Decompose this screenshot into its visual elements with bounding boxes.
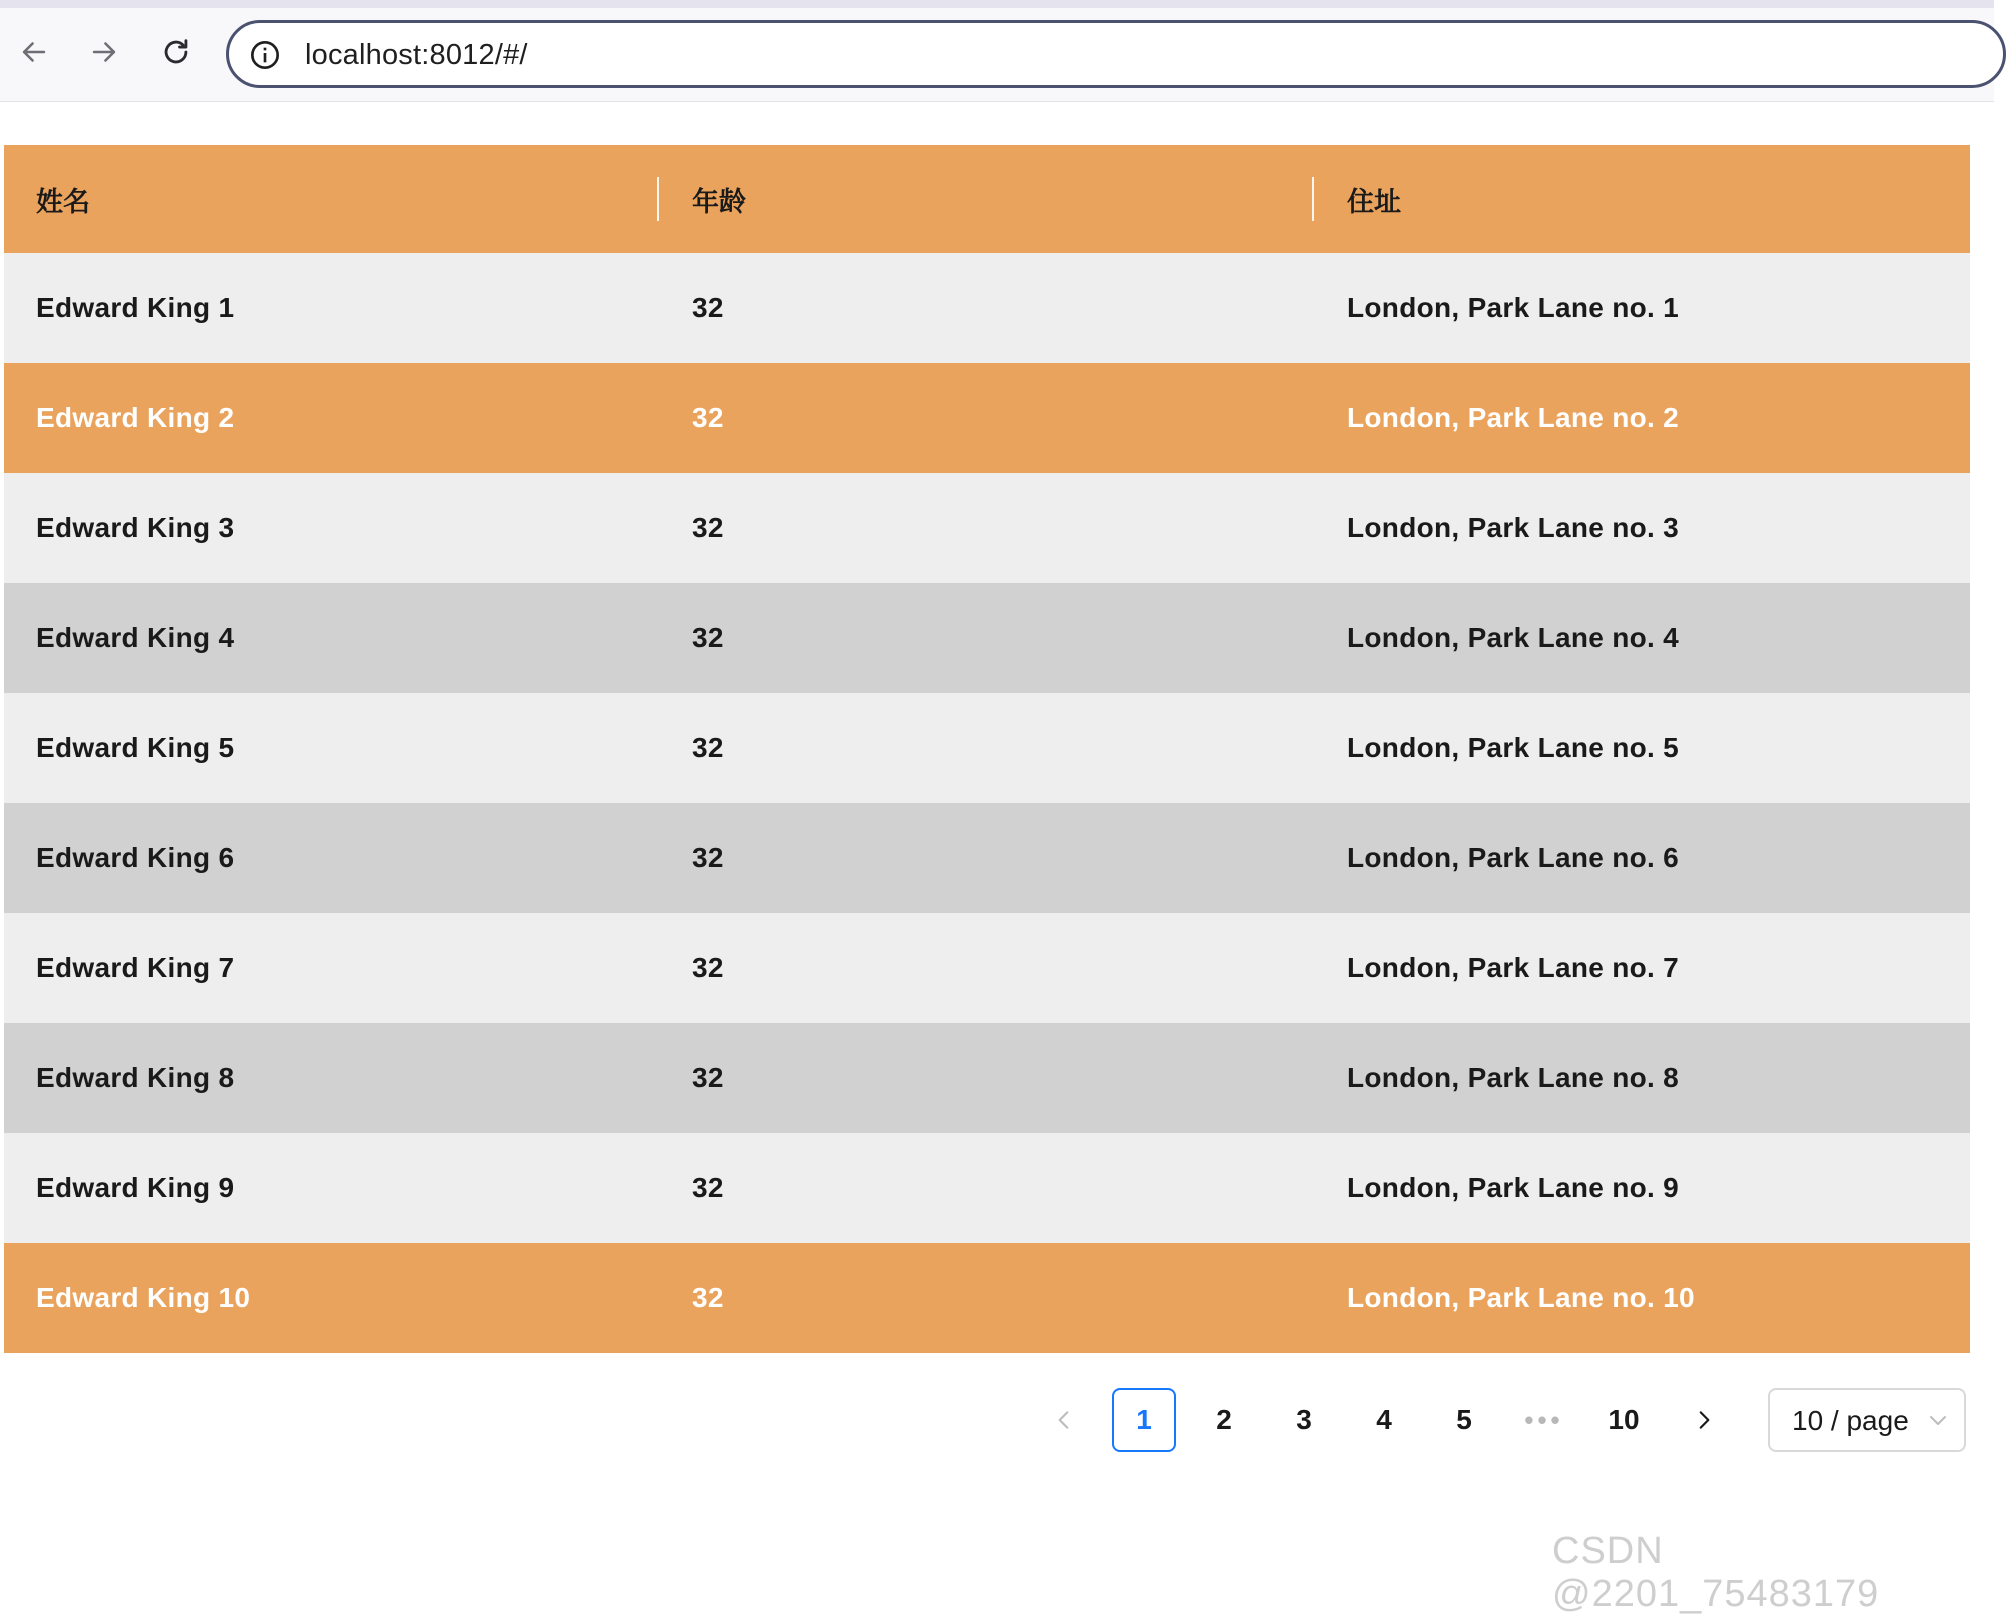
cell-address: London, Park Lane no. 3 <box>1347 512 1680 543</box>
cell-age: 32 <box>692 1172 724 1203</box>
table-row[interactable] <box>4 1243 1970 1353</box>
back-button[interactable] <box>12 30 56 74</box>
table-row[interactable] <box>4 473 1970 583</box>
arrow-left-icon <box>17 35 51 69</box>
page-5-button[interactable]: 5 <box>1456 1404 1472 1435</box>
address-bar[interactable] <box>226 20 2006 88</box>
arrow-right-icon <box>87 35 121 69</box>
column-header-name: 姓名 <box>36 186 90 218</box>
cell-address: London, Park Lane no. 5 <box>1347 732 1680 763</box>
chevron-down-icon <box>1926 1408 1950 1432</box>
cell-name: Edward King 8 <box>36 1062 235 1093</box>
cell-address: London, Park Lane no. 2 <box>1347 402 1680 433</box>
cell-age: 32 <box>692 402 724 433</box>
data-table <box>4 145 1970 1353</box>
table-row[interactable] <box>4 1023 1970 1133</box>
cell-address: London, Park Lane no. 6 <box>1347 842 1680 873</box>
cell-name: Edward King 9 <box>36 1172 235 1203</box>
cell-name: Edward King 5 <box>36 732 235 763</box>
jump-next-ellipsis[interactable]: ••• <box>1524 1404 1564 1435</box>
info-icon[interactable] <box>249 39 281 71</box>
cell-address: London, Park Lane no. 7 <box>1347 952 1680 983</box>
column-header-age: 年龄 <box>692 186 746 218</box>
cell-address: London, Park Lane no. 9 <box>1347 1172 1680 1203</box>
column-header-address: 住址 <box>1347 186 1401 218</box>
page-size-select[interactable] <box>1768 1388 1966 1452</box>
table-row[interactable] <box>4 913 1970 1023</box>
watermark: CSDN @2201_75483179 <box>1552 1530 1880 1615</box>
page-size-value: 10 / page <box>1792 1405 1909 1436</box>
chevron-left-icon <box>1051 1407 1077 1433</box>
cell-name: Edward King 2 <box>36 402 235 433</box>
cell-address: London, Park Lane no. 10 <box>1347 1282 1695 1313</box>
cell-age: 32 <box>692 952 724 983</box>
reload-icon <box>159 35 193 69</box>
table-row[interactable] <box>4 1133 1970 1243</box>
page-10-button[interactable]: 10 <box>1608 1404 1640 1435</box>
cell-age: 32 <box>692 842 724 873</box>
prev-page-button[interactable] <box>1032 1388 1096 1452</box>
table-header <box>4 145 1970 253</box>
chevron-right-icon <box>1691 1407 1717 1433</box>
reload-button[interactable] <box>154 30 198 74</box>
cell-age: 32 <box>692 512 724 543</box>
forward-button[interactable] <box>82 30 126 74</box>
table-row[interactable] <box>4 803 1970 913</box>
column-divider <box>1312 177 1314 221</box>
cell-age: 32 <box>692 1062 724 1093</box>
next-page-button[interactable] <box>1672 1388 1736 1452</box>
cell-address: London, Park Lane no. 4 <box>1347 622 1680 653</box>
page-3-button[interactable]: 3 <box>1296 1404 1312 1435</box>
cell-age: 32 <box>692 1282 724 1313</box>
cell-name: Edward King 7 <box>36 952 235 983</box>
table-row[interactable] <box>4 693 1970 803</box>
cell-name: Edward King 10 <box>36 1282 251 1313</box>
cell-age: 32 <box>692 732 724 763</box>
cell-name: Edward King 1 <box>36 292 235 323</box>
cell-name: Edward King 3 <box>36 512 235 543</box>
page-4-button[interactable]: 4 <box>1376 1404 1392 1435</box>
cell-address: London, Park Lane no. 8 <box>1347 1062 1680 1093</box>
cell-age: 32 <box>692 622 724 653</box>
cell-name: Edward King 4 <box>36 622 235 653</box>
table-row[interactable] <box>4 363 1970 473</box>
url-text: localhost:8012/#/ <box>305 39 528 71</box>
page-2-button[interactable]: 2 <box>1216 1404 1232 1435</box>
tab-strip <box>0 0 1994 8</box>
page-1-button[interactable]: 1 <box>1112 1388 1176 1452</box>
cell-address: London, Park Lane no. 1 <box>1347 292 1680 323</box>
pagination <box>0 1388 1994 1452</box>
column-divider <box>657 177 659 221</box>
table-row[interactable] <box>4 253 1970 363</box>
browser-toolbar <box>0 8 1994 102</box>
cell-name: Edward King 6 <box>36 842 235 873</box>
cell-age: 32 <box>692 292 724 323</box>
table-row[interactable] <box>4 583 1970 693</box>
